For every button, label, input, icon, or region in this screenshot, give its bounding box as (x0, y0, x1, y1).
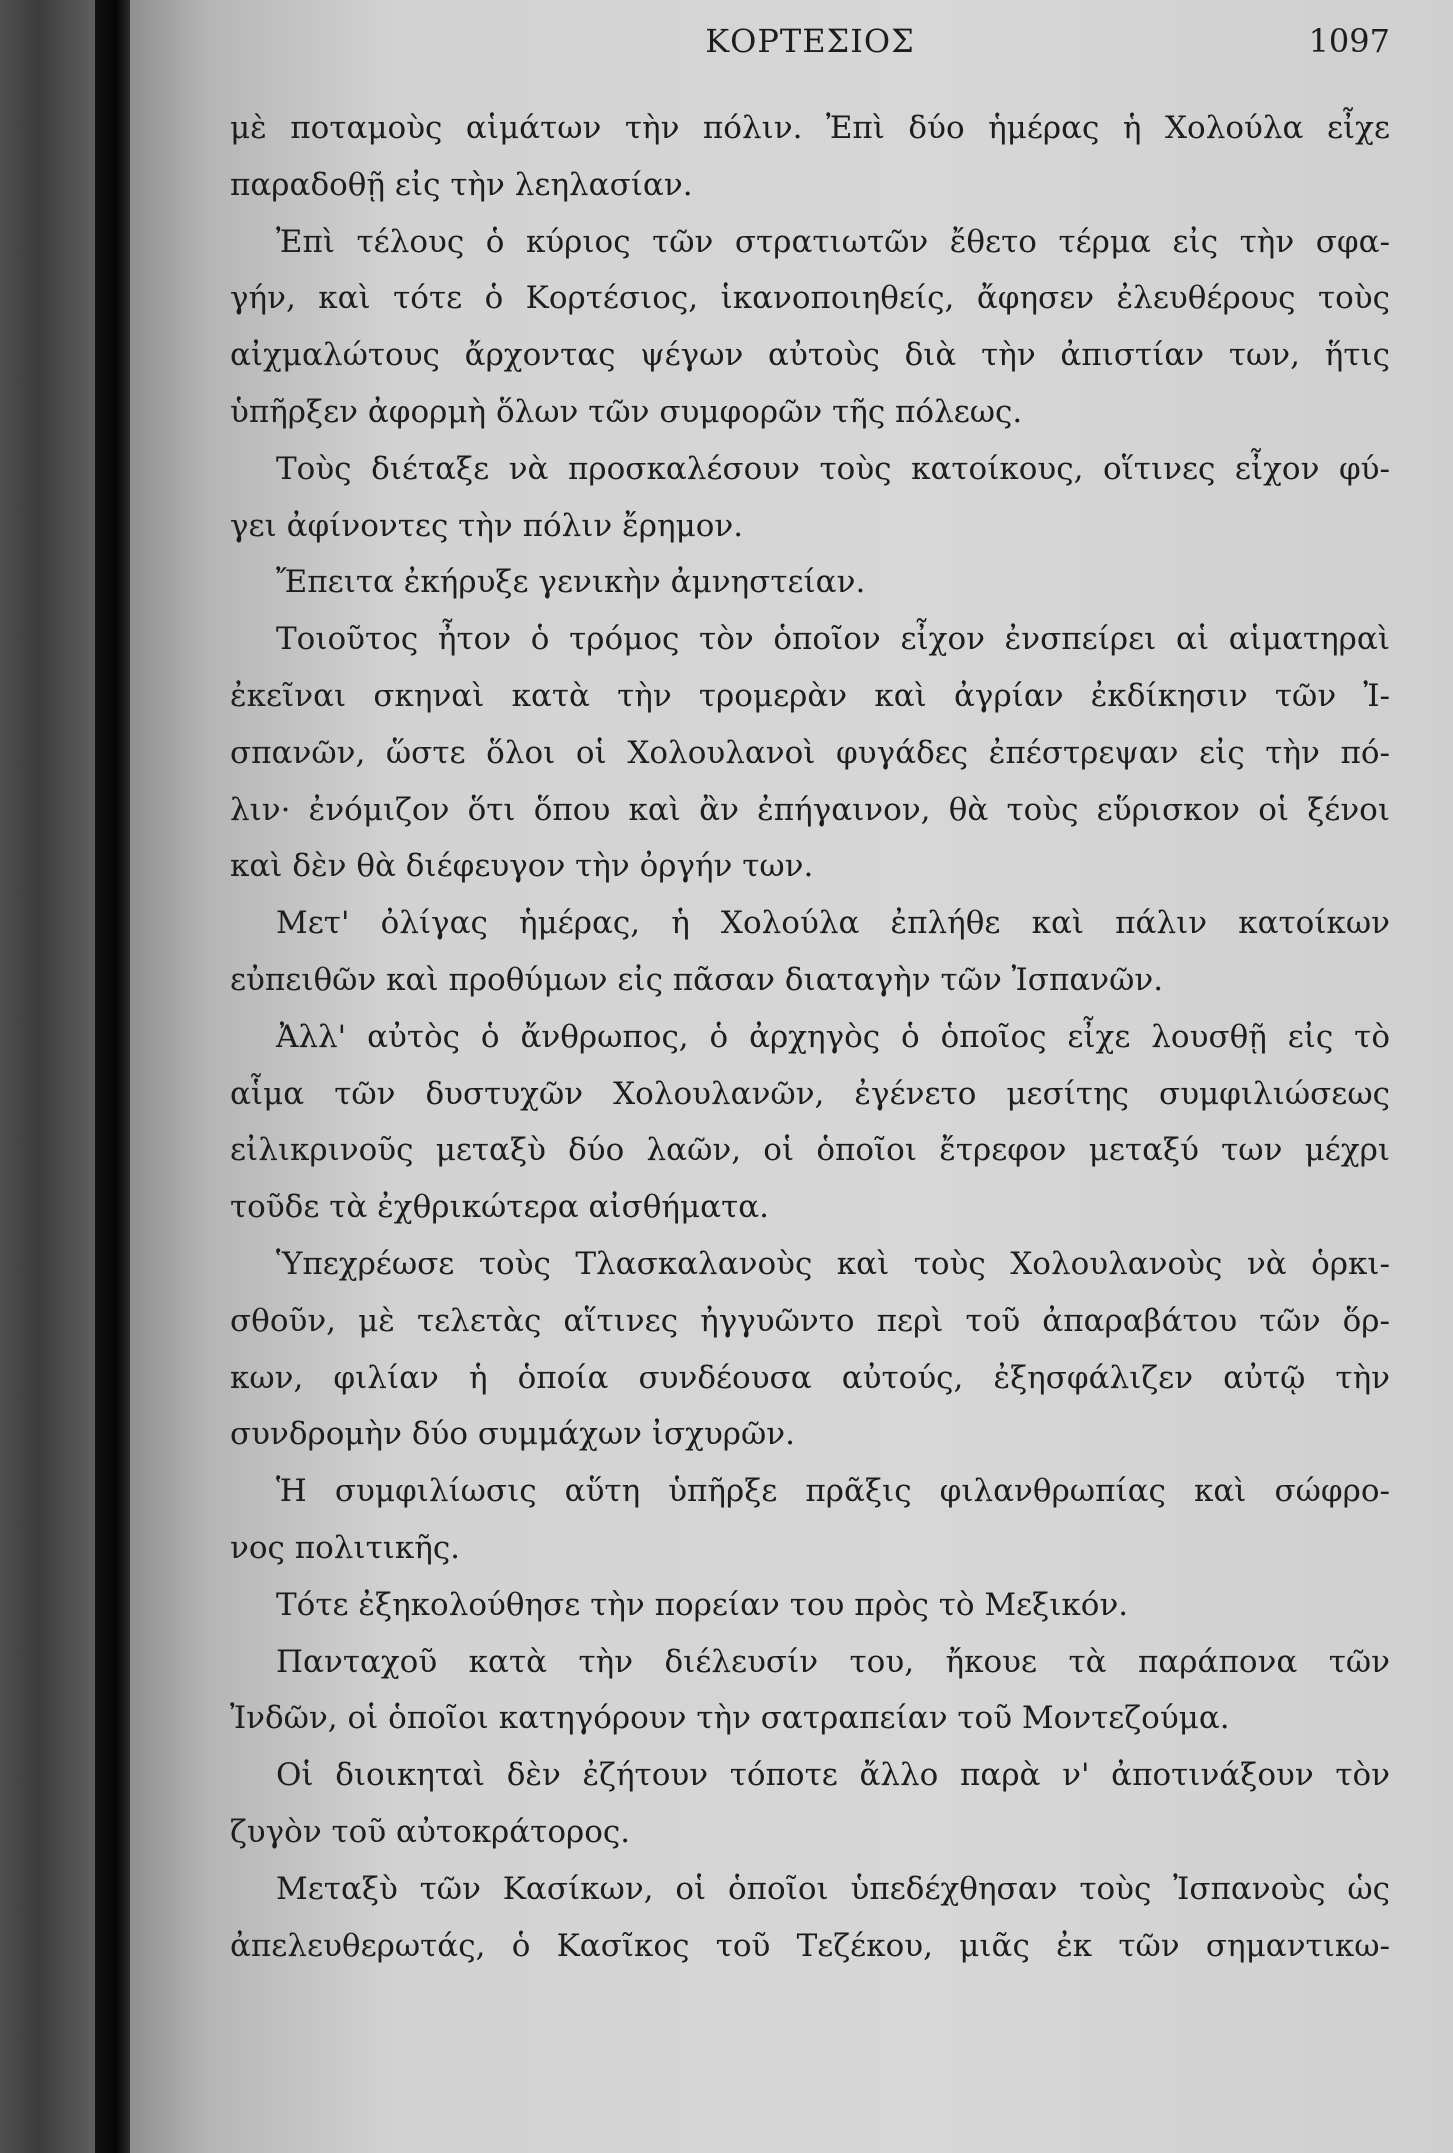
background-left-edge (0, 0, 95, 2153)
text-line: ἀπελευθερωτάς, ὁ Κασῖκος τοῦ Τεζέκου, μιᾶς ἐκ τῶν σημαντικω- (230, 1927, 1390, 1964)
text-line: ἐκεῖναι σκηναὶ κατὰ τὴν τρομερὰν καὶ ἀγρίαν ἐκδίκησιν τῶν Ἰ- (230, 677, 1390, 714)
text-line: σθοῦν, μὲ τελετὰς αἵτινες ἠγγυῶντο περὶ τοῦ ἀπαραβάτου τῶν ὅρ- (230, 1302, 1390, 1339)
text-line: Ἰνδῶν, οἱ ὁποῖοι κατηγόρουν τὴν σατραπείαν τοῦ Μοντεζούμα. (230, 1700, 1230, 1737)
text-line: συνδρομὴν δύο συμμάχων ἰσχυρῶν. (230, 1416, 795, 1453)
text-line: Ἔπειτα ἐκήρυξε γενικὴν ἀμνηστείαν. (276, 564, 866, 601)
text-line: γήν, καὶ τότε ὁ Κορτέσιος, ἱκανοποιηθείς, ἄφησεν ἐλευθέρους τοὺς (230, 280, 1390, 317)
text-line: ζυγὸν τοῦ αὐτοκράτορος. (230, 1813, 631, 1850)
text-line: νος πολιτικῆς. (230, 1529, 461, 1566)
page-number: 1097 (1308, 22, 1390, 60)
text-line: Ἐπὶ τέλους ὁ κύριος τῶν στρατιωτῶν ἔθετο τέρμα εἰς τὴν σφα- (276, 223, 1390, 260)
text-line: λιν· ἐνόμιζον ὅτι ὅπου καὶ ἂν ἐπήγαινον, θὰ τοὺς εὕρισκον οἱ ξένοι (230, 791, 1390, 828)
text-line: κων, φιλίαν ἡ ὁποία συνδέουσα αὐτούς, ἐξησφάλιζεν αὐτῷ τὴν (230, 1359, 1390, 1396)
text-line: Τοὺς διέταξε νὰ προσκαλέσουν τοὺς κατοίκους, οἵτινες εἶχον φύ- (276, 450, 1390, 487)
text-line: Πανταχοῦ κατὰ τὴν διέλευσίν του, ἤκουε τὰ παράπονα τῶν (276, 1643, 1390, 1680)
text-line: Οἱ διοικηταὶ δὲν ἐζήτουν τόποτε ἄλλο παρὰ ν' ἀποτινάξουν τὸν (276, 1757, 1390, 1794)
text-line: Τότε ἐξηκολούθησε τὴν πορείαν του πρὸς τὸ Μεξικόν. (276, 1586, 1129, 1623)
text-line: Τοιοῦτος ἦτον ὁ τρόμος τὸν ὁποῖον εἶχον ἐνσπείρει αἱ αἱματηραὶ (276, 621, 1390, 658)
text-line: ὑπῆρξεν ἀφορμὴ ὅλων τῶν συμφορῶν τῆς πόλεως. (230, 393, 1023, 430)
text-line: γει ἀφίνοντες τὴν πόλιν ἔρημον. (230, 507, 744, 544)
text-line: Ὑπεχρέωσε τοὺς Τλασκαλανοὺς καὶ τοὺς Χολουλανοὺς νὰ ὁρκι- (276, 1245, 1390, 1282)
text-line: εἰλικρινοῦς μεταξὺ δύο λαῶν, οἱ ὁποῖοι ἔτρεφον μεταξύ των μέχρι (230, 1132, 1390, 1169)
text-line: μὲ ποταμοὺς αἱμάτων τὴν πόλιν. Ἐπὶ δύο ἡμέρας ἡ Χολούλα εἶχε (230, 110, 1390, 146)
text-line: παραδοθῇ εἰς τὴν λεηλασίαν. (230, 166, 693, 203)
text-line: Ἀλλ' αὐτὸς ὁ ἄνθρωπος, ὁ ἀρχηγὸς ὁ ὁποῖος εἶχε λουσθῇ εἰς τὸ (276, 1018, 1390, 1055)
page-header (230, 22, 1390, 72)
text-line: αἷμα τῶν δυστυχῶν Χολουλανῶν, ἐγένετο μεσίτης συμφιλιώσεως (230, 1075, 1390, 1112)
text-line: Μετ' ὀλίγας ἡμέρας, ἡ Χολούλα ἐπλήθε καὶ πάλιν κατοίκων (276, 905, 1390, 942)
book-spine-shadow (95, 0, 130, 2153)
text-line: εὐπειθῶν καὶ προθύμων εἰς πᾶσαν διαταγὴν τῶν Ἰσπανῶν. (230, 961, 1164, 998)
text-line: Μεταξὺ τῶν Κασίκων, οἱ ὁποῖοι ὑπεδέχθησαν τοὺς Ἰσπανοὺς ὡς (276, 1870, 1390, 1907)
text-line: σπανῶν, ὥστε ὅλοι οἱ Χολουλανοὶ φυγάδες ἐπέστρεψαν εἰς τὴν πό- (230, 734, 1390, 771)
text-line: καὶ δὲν θὰ διέφευγον τὴν ὀργήν των. (230, 848, 814, 885)
text-line: Ἡ συμφιλίωσις αὕτη ὑπῆρξε πρᾶξις φιλανθρωπίας καὶ σώφρο- (276, 1473, 1390, 1510)
running-title: ΚΟΡΤΕΣΙΟΣ (705, 22, 915, 60)
text-line: αἰχμαλώτους ἄρχοντας ψέγων αὐτοὺς διὰ τὴν ἀπιστίαν των, ἥτις (230, 337, 1390, 374)
body-text (230, 100, 1390, 1974)
text-line: τοῦδε τὰ ἐχθρικώτερα αἰσθήματα. (230, 1189, 770, 1226)
